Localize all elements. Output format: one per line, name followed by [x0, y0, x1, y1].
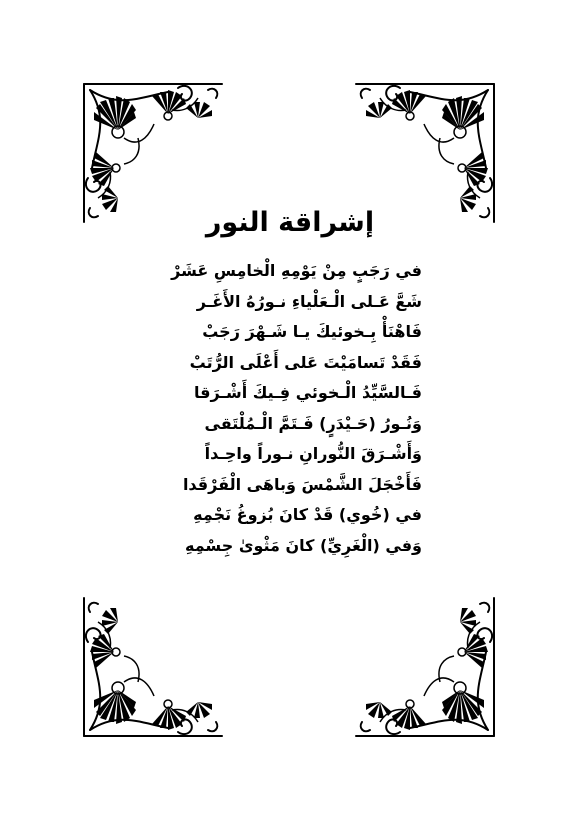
poem-line: وَأَشْـرَقَ النُّورانِ نـوراً واحِـداً	[204, 444, 422, 463]
poem-line: فَاهْنَأْ بِـخوئيكَ يـا شَـهْرَ رَجَبْ	[202, 322, 422, 341]
poem-body	[120, 256, 422, 561]
poem-line: فَـالسَّيِّدُ الْـخوئي فِـيكَ أَشْـرَقا	[194, 383, 422, 402]
floral-ornament-icon	[78, 592, 228, 742]
poem-line: شَعَّ عَـلى الْـعَلْياءِ نـورُهُ الأَغَـر	[196, 291, 422, 311]
poem-line: فَقَدْ تَسامَيْتَ عَلى أَعْلَى الرُّتَبْ	[189, 352, 422, 372]
poem-line: فَأَخْجَلَ الشَّمْسَ وَباهَى الْفَرْقَدا	[182, 474, 422, 494]
corner-ornament-bottom-left	[78, 592, 228, 742]
corner-ornament-bottom-right	[350, 592, 500, 742]
poem-line: في (خُوي) قَدْ كانَ بُزوغُ نَجْمِهِ	[193, 505, 422, 524]
poem-title: إشراقة النور	[205, 207, 375, 238]
floral-ornament-icon	[350, 592, 500, 742]
poem-line: في رَجَبٍ مِنْ يَوْمِهِ الْخامِسِ عَشَرْ	[171, 261, 422, 280]
poem-line: وَنُـورُ (حَـيْدَرٍ) فَـتَمَّ الْـمُلْتَقى	[204, 413, 422, 433]
poem-line: وَفي (الْغَرِيِّ) كانَ مَثْوىٰ جِسْمِهِ	[185, 535, 422, 555]
